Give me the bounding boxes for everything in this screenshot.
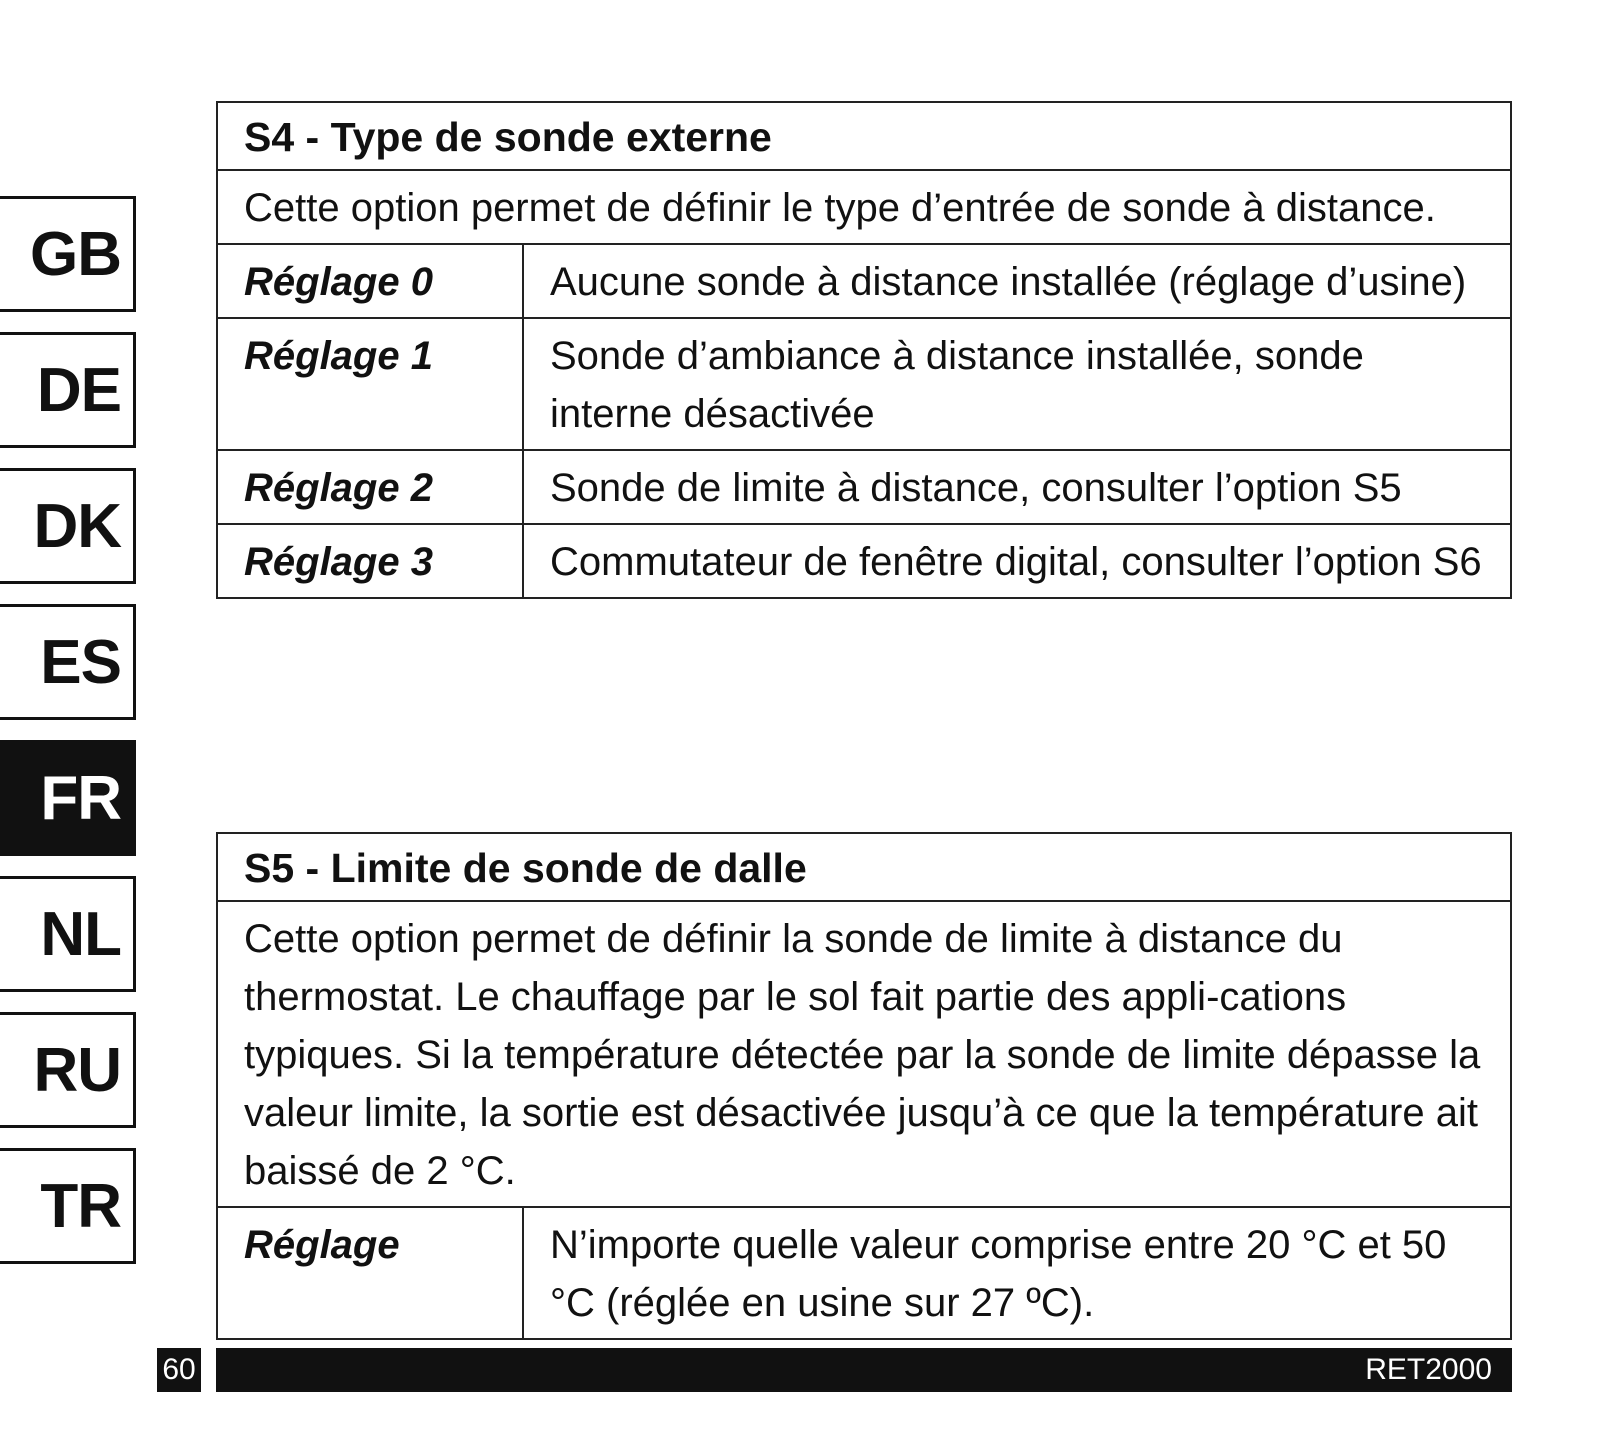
s4-description: Cette option permet de définir le type d’entrée de sonde à distance. [244, 186, 1436, 230]
s4-title-row [218, 103, 1510, 169]
s5-setting-value: N’importe quelle valeur comprise entre 20 °C et 50 °C (réglée en usine sur 27 ºC). [550, 1223, 1447, 1325]
footer-bar [216, 1348, 1512, 1392]
lang-tab-gb[interactable]: GB [0, 196, 136, 312]
s4-setting-row [218, 523, 1510, 597]
s4-setting-label: Réglage 0 [218, 245, 524, 317]
s5-description: Cette option permet de définir la sonde de limite à distance du thermostat. Le chauffage par le sol fait partie des appli-cations typiques. Si la température détectée par la sonde de limite dépasse la valeur limite, la sortie est désactivée jusqu’à ce que la température ait baissé de 2 °C. [244, 917, 1481, 1193]
s5-title-row [218, 834, 1510, 900]
s4-setting-label: Réglage 1 [218, 319, 524, 449]
lang-tab-nl[interactable]: NL [0, 876, 136, 992]
lang-tab-de[interactable]: DE [0, 332, 136, 448]
model-name: RET2000 [1365, 1353, 1492, 1386]
s5-setting-label: Réglage [218, 1208, 524, 1338]
lang-tab-ru[interactable]: RU [0, 1012, 136, 1128]
s4-title: S4 - Type de sonde externe [244, 114, 772, 160]
s4-table [216, 101, 1512, 599]
lang-tab-fr[interactable]: FR [0, 740, 136, 856]
s5-description-row [218, 900, 1510, 1206]
s4-setting-value: Aucune sonde à distance installée (réglage d’usine) [550, 260, 1467, 304]
s4-setting-value: Sonde de limite à distance, consulter l’option S5 [550, 466, 1402, 510]
s4-setting-row [218, 317, 1510, 449]
s5-title: S5 - Limite de sonde de dalle [244, 845, 807, 891]
s5-table [216, 832, 1512, 1340]
page-number: 60 [157, 1348, 201, 1392]
language-tabs [0, 196, 136, 1284]
s4-setting-label: Réglage 3 [218, 525, 524, 597]
s4-description-row [218, 169, 1510, 243]
s4-setting-label: Réglage 2 [218, 451, 524, 523]
lang-tab-dk[interactable]: DK [0, 468, 136, 584]
s4-setting-value: Sonde d’ambiance à distance installée, sonde interne désactivée [550, 334, 1364, 436]
s4-setting-value: Commutateur de fenêtre digital, consulter l’option S6 [550, 540, 1482, 584]
s4-setting-row [218, 449, 1510, 523]
s4-setting-row [218, 243, 1510, 317]
s5-setting-row [218, 1206, 1510, 1338]
lang-tab-tr[interactable]: TR [0, 1148, 136, 1264]
lang-tab-es[interactable]: ES [0, 604, 136, 720]
